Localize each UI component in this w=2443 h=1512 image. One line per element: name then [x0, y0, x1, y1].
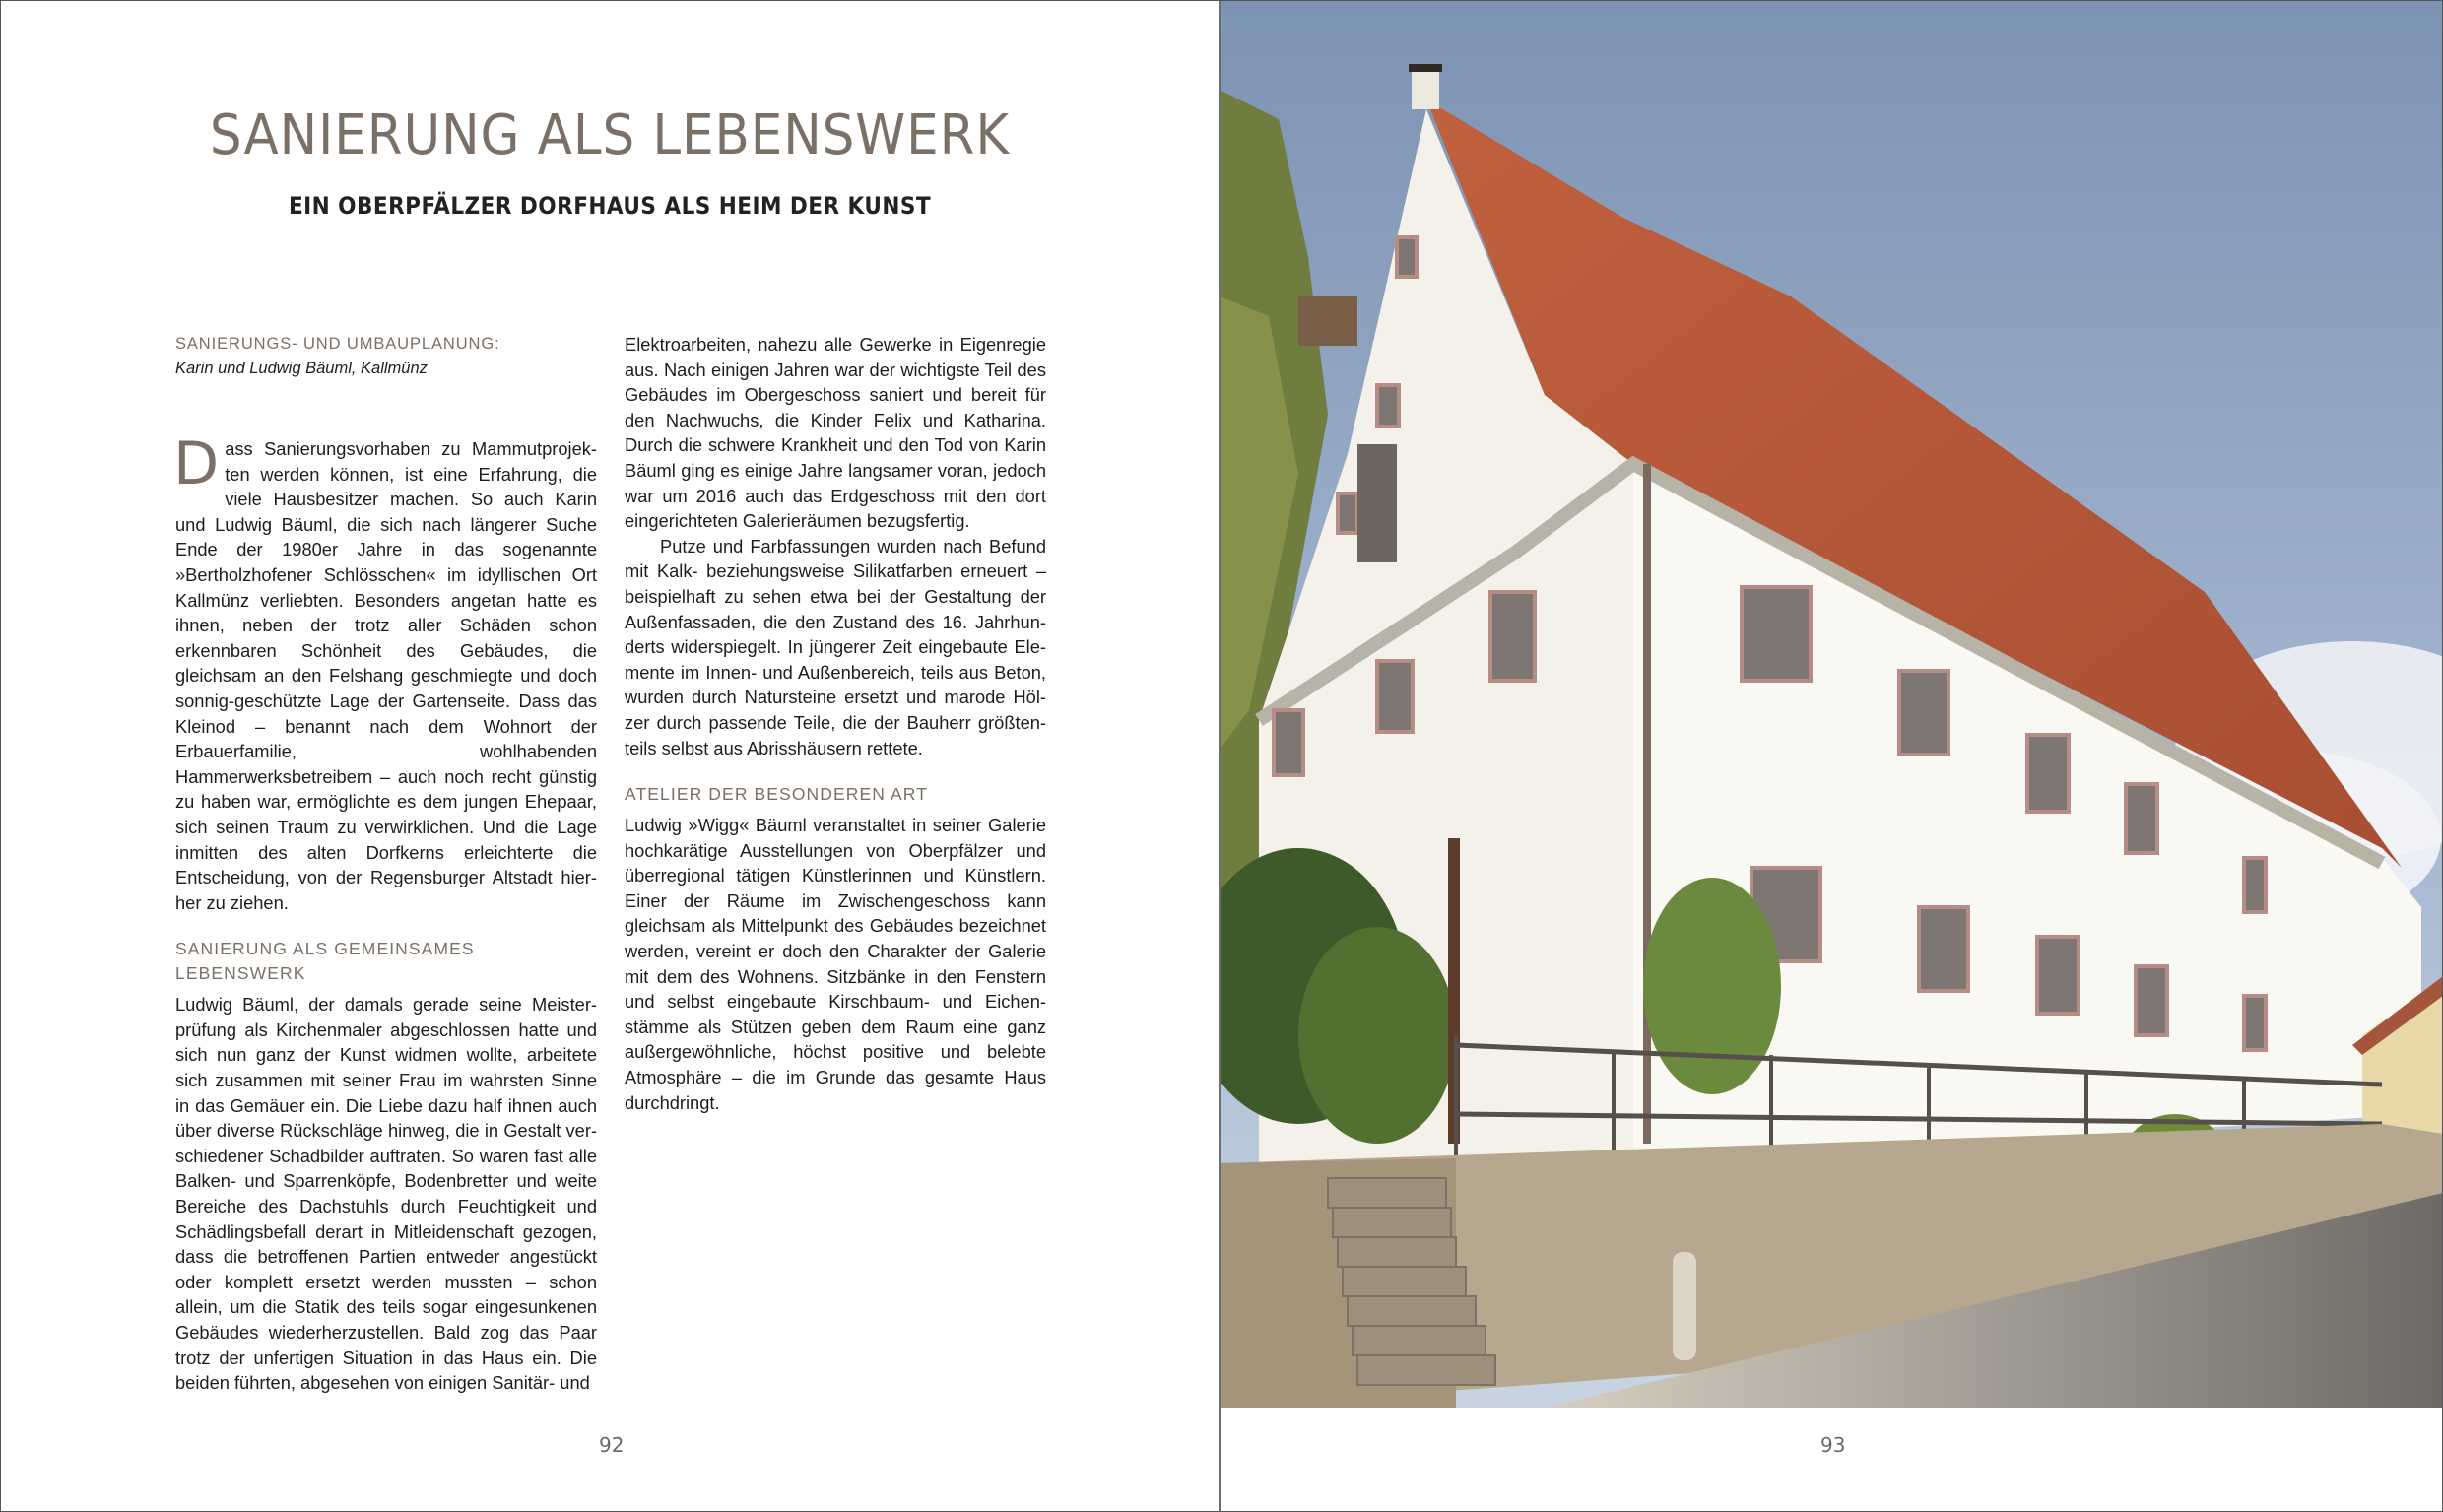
section-1-paragraph-2: Putze und Farbfassungen wurden nach Befund mit Kalk- beziehungsweise Silikatfarben erneuert – beispielhaft zu sehen etwa bei der Gestaltung der Außenfassaden, die den Zustand des 16. Jahrhunderts widerspiegelt. In jüngerer Zeit eingebaute Elemente im Innen- und Außenbereich, teils aus Beton, wurden durch Natursteine ersetzt und marode Hölzer durch passende Teile, die der Bauherr größtenteils selbst aus Abrisshäusern rettete. — [625, 535, 1046, 758]
page-title: SANIERUNG ALS LEBENSWERK — [209, 103, 1011, 167]
left-page — [1, 1, 1219, 1510]
credit-label: SANIERUNGS- UND UMBAUPLANUNG: — [175, 335, 500, 353]
section-1-continuation: Elektroarbeiten, nahezu alle Gewerke in Eigenregie aus. Nach einigen Jahren war der wichtigste Teil des Gebäudes im Obergeschoss saniert und bereit für den Nachwuchs, die Kinder Felix und Katharina. Durch die schwere Krankheit und den Tod von Karin Bäuml ging es einige Jahre langsamer voran, jedoch war um 2016 auch das Erdgeschoss mit den dort eingerichteten Galerieräumen bezugsfertig. — [625, 334, 1046, 532]
credit-names: Karin und Ludwig Bäuml, Kallmünz — [175, 360, 428, 377]
dropcap: D — [173, 429, 220, 498]
section-2-paragraph: Ludwig »Wigg« Bäuml veranstaltet in seiner Galerie hochkarätige Ausstellungen von Oberpfälzer und überregional tätigen Künstlerinnen und Künstlern. Einer der Räume im Zwischengeschoss kann gleichsam als Mittelpunkt des Gebäudes bezeichnet werden, vereint er doch den Charakter der Galerie mit dem des Wohnens. Sitzbänke in den Fenstern und selbst eingebaute Kirschbaum- und Eichenstämme als Stützen geben dem Raum eine ganz außergewöhnliche, höchst positive und belebte Atmosphäre – die im Grunde das gesamte Haus durchdringt. — [625, 815, 1046, 1113]
page-number-left: 92 — [599, 1433, 625, 1457]
page-gutter — [1219, 0, 1221, 1512]
text-column-2 — [625, 332, 1046, 1115]
page-number-right: 93 — [1820, 1433, 1846, 1457]
house-photo — [1220, 1, 2443, 1408]
text-column-1 — [175, 332, 597, 1396]
lead-paragraph-text: ass Sanierungsvorhaben zu Mammutprojekten werden können, ist eine Erfahrung, die viele Hausbesitzer machen. So auch Karin und Ludwig Bäuml, die sich nach längerer Suche Ende der 1980er Jahre in das sogenannte »Bertholzhofener Schlösschen« im idyllischen Ort Kallmünz verliebten. Besonders angetan hatte es ihnen, neben der trotz aller Schäden schon erkennbaren Schönheit des Gebäudes, die gleichsam an den Felshang geschmiegte und doch sonnig-geschützte Lage der Gartenseite. Dass das Kleinod – benannt nach dem Wohnort der Erbauerfamilie, wohlhabenden Hammerwerksbetreibern – auch noch recht günstig zu haben war, ermöglichte es dem jungen Ehepaar, sich seinen Traum zu verwirklichen. Und die Lage inmitten des alten Dorfkerns erleichterte die Entscheidung, von der Regensburger Altstadt hierher zu ziehen. — [175, 438, 597, 913]
section-heading-2: ATELIER DER BESONDEREN ART — [625, 784, 929, 805]
page-subtitle: EIN OBERPFÄLZER DORFHAUS ALS HEIM DER KUNST — [288, 192, 932, 220]
section-1-paragraph: Ludwig Bäuml, der damals gerade seine Meisterprüfung als Kirchenmaler abgeschlossen hatte und sich nun ganz der Kunst widmen wollte, arbeitete sich zusammen mit seiner Frau im wahrsten Sinne in das Gemäuer ein. Die Liebe dazu half ihnen auch über diverse Rückschläge hinweg, die in Gestalt verschiedener Schadbilder auftraten. So waren fast alle Balken- und Sparrenköpfe, Bodenbretter und weite Bereiche des Dachstuhls durch Feuchtigkeit und Schädlingsbefall derart in Mitleidenschaft gezogen, dass die betroffenen Partien entweder angestückt oder komplett ersetzt werden mussten – schon allein, um die Statik des teils sogar eingesunkenen Gebäudes wiederherzustellen. Bald zog das Paar trotz der unfertigen Situation in das Haus ein. Die beiden führten, abgesehen von einigen Sanitär- und — [175, 994, 597, 1394]
lead-paragraph — [173, 429, 597, 915]
section-heading-1: SANIERUNG ALS GEMEINSAMES LEBENSWERK — [175, 939, 475, 984]
